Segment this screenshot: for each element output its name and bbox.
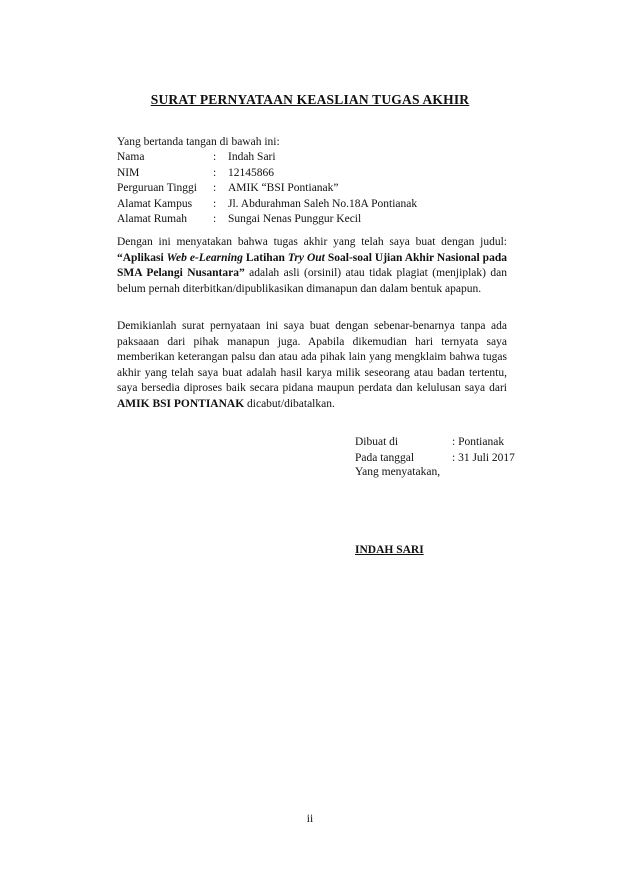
thesis-title-part: Soal-soal Ujian Akhir Nasional pada SMA Pelangi Nusantara” — [117, 251, 507, 280]
declaration-paragraph — [117, 319, 507, 413]
signature-row-date — [355, 450, 515, 466]
identity-separator: : — [213, 197, 217, 210]
institution-name: AMIK BSI PONTIANAK — [117, 397, 245, 410]
signer-name: INDAH SARI — [355, 544, 424, 556]
signature-label: Pada tanggal — [355, 452, 415, 464]
identity-separator: : — [213, 166, 217, 179]
identity-value: 12145866 — [228, 166, 274, 179]
statement-tail: adalah asli (orsinil) atau tidak plagiat (menjiplak) dan belum pernah diterbitkan/dipublikasikan dimanapun dan dalam bentuk apapun. — [117, 267, 507, 295]
statement-paragraph — [117, 235, 507, 297]
signature-value: : 31 Juli 2017 — [452, 452, 515, 464]
identity-value: Sungai Nenas Punggur Kecil — [228, 213, 362, 225]
thesis-title-italic: Try Out — [287, 251, 325, 264]
identity-label: Alamat Rumah — [117, 213, 187, 225]
declaration-tail: dicabut/dibatalkan. — [244, 397, 335, 410]
page-number: ii — [306, 813, 314, 825]
intro-text: Yang bertanda tangan di bawah ini: — [117, 136, 280, 148]
thesis-title-italic: Web e-Learning — [166, 251, 243, 264]
identity-label: Nama — [117, 151, 145, 163]
identity-row-nim — [117, 166, 417, 182]
identity-separator: : — [213, 213, 217, 225]
identity-value: AMIK “BSI Pontianak” — [228, 182, 339, 194]
identity-row-institution — [117, 181, 417, 197]
identity-label: NIM — [117, 166, 140, 179]
identity-value: Jl. Abdurahman Saleh No.18A Pontianak — [228, 197, 418, 210]
statement-lead: Dengan ini menyatakan bahwa tugas akhir yang telah saya buat dengan judul: — [117, 236, 507, 248]
signature-row-place — [355, 434, 515, 450]
identity-separator: : — [213, 182, 217, 194]
identity-row-campus-address — [117, 197, 417, 213]
identity-table — [117, 150, 417, 228]
identity-row-name — [117, 150, 417, 166]
signature-value: : Pontianak — [452, 436, 505, 448]
identity-label: Alamat Kampus — [117, 197, 193, 210]
identity-separator: : — [213, 151, 217, 163]
signature-details — [355, 434, 515, 466]
document-title: SURAT PERNYATAAN KEASLIAN TUGAS AKHIR — [150, 92, 470, 107]
identity-label: Perguruan Tinggi — [117, 182, 197, 194]
thesis-title-part: “Aplikasi — [117, 251, 167, 264]
thesis-title-part: Latihan — [242, 251, 288, 264]
identity-row-home-address — [117, 212, 417, 228]
identity-value: Indah Sari — [228, 151, 276, 163]
declaration-lead: Demikianlah surat pernyataan ini saya buat dengan sebenar-benarnya tanpa ada paksaaan dari pihak manapun juga. Apabila dikemudian hari ternyata saya memberikan keterangan palsu dan atau ada pihak lain yang mengklaim bahwa tugas akhir yang telah saya buat adalah hasil karya milik seseorang atau badan tertentu, saya bersedia diproses baik secara pidana maupun perdata dan kelulusan saya dari — [117, 320, 507, 395]
signature-label: Dibuat di — [355, 436, 399, 448]
signer-caption: Yang menyatakan, — [355, 466, 441, 478]
